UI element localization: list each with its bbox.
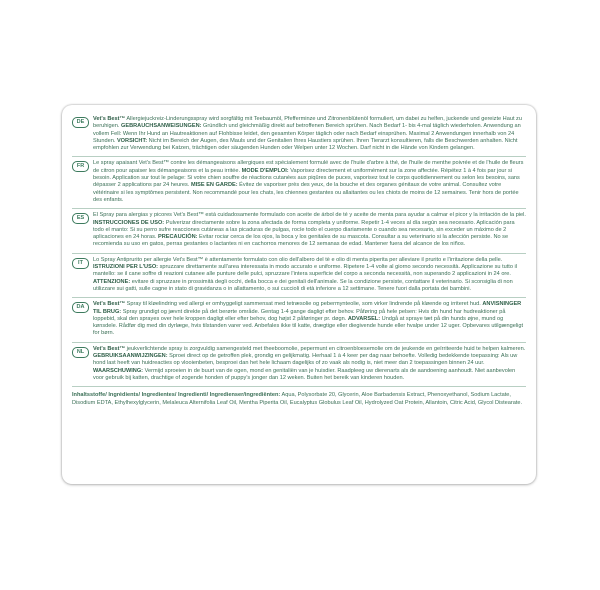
language-badge-fr: FR <box>72 161 89 172</box>
text-directions: Vaporisez directement et uniformément sur la zone affectée. Répétez 1 à 4 fois par jour si besoin. Application sur tout le pelage: Si votre chien souffre de réactions cutanées aux piqûres de puces, vaporisez tout le corps quotidiennement ou selon les besoins, sans dépasser 2 applications par 24 heures. <box>93 167 520 189</box>
section-fr <box>72 157 526 209</box>
text-directions: Gründlich und gleichmäßig direkt auf betroffenen Bereich sprühen. Nach Bedarf 1- bis 4-mal täglich wiederholen. Anwendung an vollem Fell: Wenn Ihr Hund an Hautreaktionen auf Flohbisse leidet, den gesamten Körper täglich oder nach Bedarf einsprühen. Maximal 2 Anwendungen innerhalb von 24 Stunden. <box>93 123 521 144</box>
paragraph-fr <box>93 160 526 204</box>
paragraph-de <box>93 116 526 152</box>
brand-name: Vet's Best™ <box>93 345 126 352</box>
language-badge-it: IT <box>72 258 89 269</box>
caution-heading: MISE EN GARDE: <box>190 182 238 189</box>
label-card <box>62 105 536 484</box>
text-caution: Vermijd sproeien in de buurt van de ogen, mond en genitaliën van je huisdier. Raadpleeg uw dierenarts als de aandoening aanhoudt. Niet aanbevolen voor gebruik bij katten, drachtige of zogende honden of puppy's jonger dan 12 weken. Buiten het bereik van kinderen houden. <box>93 367 516 381</box>
brand-name: Vet's Best™ <box>93 301 126 308</box>
text-intro: Lo Spray Antiprurito per allergie Vet's Best™ è attentamente formulato con olio dell'albero del tè e olio di menta piperita per alleviare il prurito e l'irritazione della pelle. <box>93 256 503 263</box>
language-badge-de: DE <box>72 117 89 128</box>
caution-heading: ATTENZIONE: <box>93 278 131 285</box>
text-directions: Pulverizar directamente sobre la zona afectada de forma completa y uniforme. Repetir 1-4 veces al día según sea necesario. Aplicación para todo el manto: Si su perro sufre reacciones cutáneas a las picaduras de pulgas, rocíe todo el cuerpo diariamente o cuando sea necesario, sin exceder un máximo de 2 aplicaciones en 24 horas. <box>93 219 515 241</box>
text-directions: Sproei direct op de getroffen plek, grondig en gelijkmatig. Herhaal 1 à 4 keer per dag naar behoefte. Volledig bedekkende toepassing: Als uw hond last heeft van huidreacties op vlooienbeten, besproei dan het hele lichaam dagelijks of zo vaak als nodig is, niet meer dan 2 toepassingen binnen 24 uur. <box>93 353 518 367</box>
text-intro: Le spray apaisant Vet's Best™ contre les démangeaisons allergiques est spécialement formulé avec de l'huile d'arbre à thé, de l'huile de menthe poivrée et de l'huile de fleurs de citron pour apaiser les démangeaisons et la peau irritée. <box>93 160 524 174</box>
paragraph-nl <box>93 346 526 382</box>
section-de <box>72 113 526 157</box>
language-badge-nl: NL <box>72 347 89 358</box>
text-directions: Spray grundigt og jævnt direkte på det berørte område. Gentag 1-4 gange dagligt efter behov. Påføring på hele pelsen: Hvis din hund har hudreaktioner på loppebid, skal den sprayes over hele kroppen dagligt eller efter behov, dog højst 2 påføringer pr. døgn. <box>93 308 506 322</box>
text-directions: spruzzare direttamente sull'area interessata in modo accurato e uniforme. Ripetere 1-4 volte al giorno secondo necessità. Applicazione su tutto il mantello: se il cane soffre di reazioni cutanee alle punture delle pulci, spruzzare l'intera superficie del corpo a seconda necessità, non superando 2 applicazioni in 24 ore. <box>93 264 517 278</box>
text-caution: Nicht im Bereich der Augen, des Mauls und der Genitalien Ihres Haustiers sprühen. Ihren Tierarzt konsultieren, falls die Beschwerden anhalten. Nicht empfohlen zur Verwendung bei Katzen, trächtigen oder säugenden Hunden oder Welpen unter 12 Wochen. Darf nicht in die Hände von Kindern gelangen. <box>93 137 518 152</box>
text-caution: Évitez de vaporiser près des yeux, de la bouche et des organes génitaux de votre animal. Consultez votre vétérinaire si les symptômes persistent. Non recommandé pour les chats, les chiennes gestantes ou allaitantes ou les chiots de moins de 12 semaines. Tenir hors de portée des enfants. <box>93 182 519 203</box>
caution-heading: VORSICHT: <box>116 137 148 144</box>
brand-name: Vet's Best™ <box>93 116 126 122</box>
section-nl <box>72 343 526 387</box>
text-caution: evitare di spruzzare in prossimità degli occhi, della bocca e dei genitali dell'animale. Se la condizione persiste, contattare il veterinario. Si sconsiglia di non utilizzare sui gatti, sulle cagne in stato di gravidanza o in allattamento, o sui cuccioli di età inferiore a 12 settimane. Tenere fuori dalla portata dei bambini. <box>93 278 513 292</box>
directions-heading: INSTRUCCIONES DE USO: <box>93 219 165 226</box>
text-caution: Evitar rociar cerca de los ojos, la boca y los genitales de su mascota. Consultar a su veterinario si la afección persiste. No se recomienda su uso en gatos, perras gestantes o lactantes ni en cachorros menores de 12 semanas de edad. Mantener fuera del alcance de los niños. <box>93 234 509 248</box>
directions-heading: GEBRUIKSAANWIJZINGEN: <box>93 353 168 360</box>
directions-heading: ANVISNINGER TIL BRUG: <box>93 301 522 315</box>
section-es <box>72 209 526 253</box>
ingredients-list: Aqua, Polysorbate 20, Glycerin, Aloe Barbadensis Extract, Phenoxyethanol, Sodium Lactate, Disodium EDTA, Ethylhexylglycerin, Melaleuca Alternifolia Leaf Oil, Mentha Piperita Oil, Eucalyptus Globulus Leaf Oil, Hydrolyzed Oat Protein, Allantoin, Citric Acid, Glycol Distearate. <box>72 392 523 406</box>
paragraph-da <box>93 301 526 337</box>
text-caution: Undgå at spraye tæt på din hunds øjne, mund og kønsdele. Rådfør dig med din dyrlæge, hvis tilstanden varer ved. Anbefales ikke til katte, drægtige eller diegivende hunde eller hvalpe under 12 uger. Opbevares utilgængeligt for børn. <box>93 315 524 337</box>
language-badge-es: ES <box>72 213 89 224</box>
caution-heading: WAARSCHUWING: <box>93 367 144 374</box>
section-da <box>72 298 526 342</box>
caution-heading: PRECAUCIÓN: <box>158 234 198 241</box>
paragraph-it <box>93 257 526 293</box>
text-intro: jeukverlichtende spray is zorgvuldig samengesteld met theeboomolie, pepermunt en citroenbloesemolie om de jeukende en geïrriteerde huid te helpen kalmeren. <box>125 345 526 352</box>
text-intro: Allergiejuckreiz-Linderungsspray wird sorgfältig mit Teebaumöl, Pfefferminze und Zitronenblütenöl formuliert, um dabei zu helfen, juckende und gereizte Haut zu beruhigen. <box>93 116 522 130</box>
ingredients-heading: Inhaltsstoffe/ Ingrédients/ Ingredientes/ Ingredienti/ Ingredienser/ingrediënten: <box>72 392 281 399</box>
text-intro: El Spray para alergias y picores Vet's Best™ está cuidadosamente formulado con aceite de árbol de té y aceite de menta para ayudar a calmar el picor y la irritación de la piel. <box>93 212 526 219</box>
directions-heading: GEBRAUCHSANWEISUNGEN: <box>121 123 202 130</box>
directions-heading: ISTRUZIONI PER L'USO: <box>93 264 159 271</box>
language-badge-da: DA <box>72 302 89 313</box>
section-it <box>72 254 526 298</box>
directions-heading: MODE D'EMPLOI: <box>241 167 289 174</box>
paragraph-es <box>93 212 526 248</box>
caution-heading: ADVARSEL: <box>347 315 381 322</box>
text-intro: Spray til kløelindring ved allergi er omhyggeligt sammensat med tetræsolie og pebermynteolie, som virker lindrende på kløende og irriteret hud. <box>125 301 483 308</box>
ingredients-block <box>72 387 526 407</box>
